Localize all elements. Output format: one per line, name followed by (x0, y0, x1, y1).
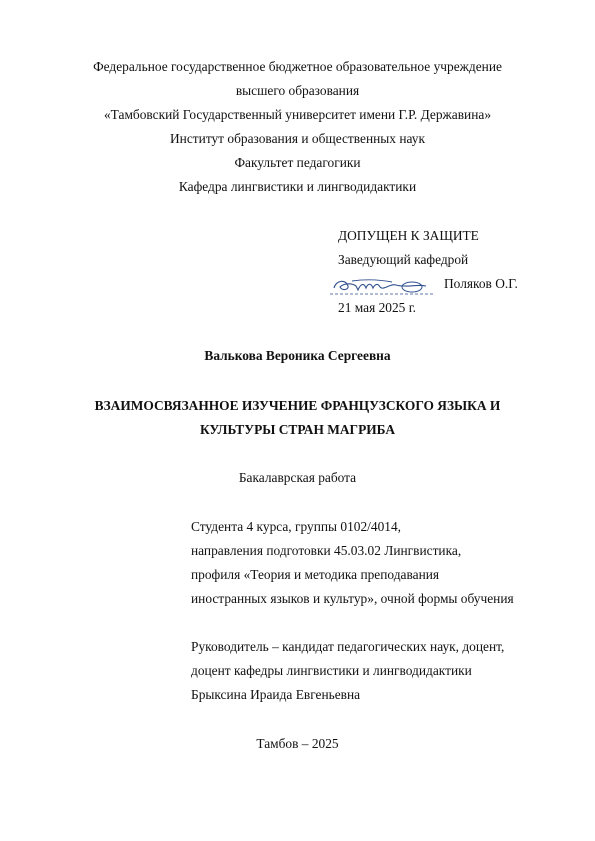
student-info-line-1: Студента 4 курса, группы 0102/4014, (191, 519, 402, 534)
head-of-department-label: Заведующий кафедрой (338, 252, 469, 267)
student-info-line-3: профиля «Теория и методика преподавания (191, 567, 440, 582)
student-info-line-2: направления подготовки 45.03.02 Лингвистика, (191, 543, 462, 558)
thesis-title-line-2: КУЛЬТУРЫ СТРАН МАГРИБА (199, 422, 396, 437)
department-name: Кафедра лингвистики и лингводидактики (178, 179, 417, 194)
work-type: Бакалаврская работа (238, 470, 357, 485)
handwritten-signature (326, 274, 436, 298)
student-info-line-4: иностранных языков и культур», очной формы обучения (191, 591, 514, 606)
supervisor-name: Брыксина Ираида Евгеньевна (191, 687, 361, 702)
supervisor-line-2: доцент кафедры лингвистики и лингводидактики (191, 663, 472, 678)
institute-name: Институт образования и общественных наук (170, 131, 425, 146)
city-year: Тамбов – 2025 (256, 736, 339, 751)
university-name: «Тамбовский Государственный университет имени Г.Р. Державина» (103, 107, 492, 122)
institution-line-1: Федеральное государственное бюджетное образовательное учреждение (93, 59, 502, 74)
approval-date: 21 мая 2025 г. (338, 300, 417, 315)
head-of-department-name: Поляков О.Г. (444, 276, 518, 291)
institution-line-2: высшего образования (235, 83, 360, 98)
supervisor-line-1: Руководитель – кандидат педагогических наук, доцент, (191, 639, 505, 654)
author-name: Валькова Вероника Сергеевна (204, 348, 391, 363)
thesis-title-line-1: ВЗАИМОСВЯЗАННОЕ ИЗУЧЕНИЕ ФРАНЦУЗСКОГО ЯЗЫКА И (94, 398, 501, 413)
admitted-to-defense: ДОПУЩЕН К ЗАЩИТЕ (338, 228, 479, 243)
faculty-name: Факультет педагогики (234, 155, 361, 170)
